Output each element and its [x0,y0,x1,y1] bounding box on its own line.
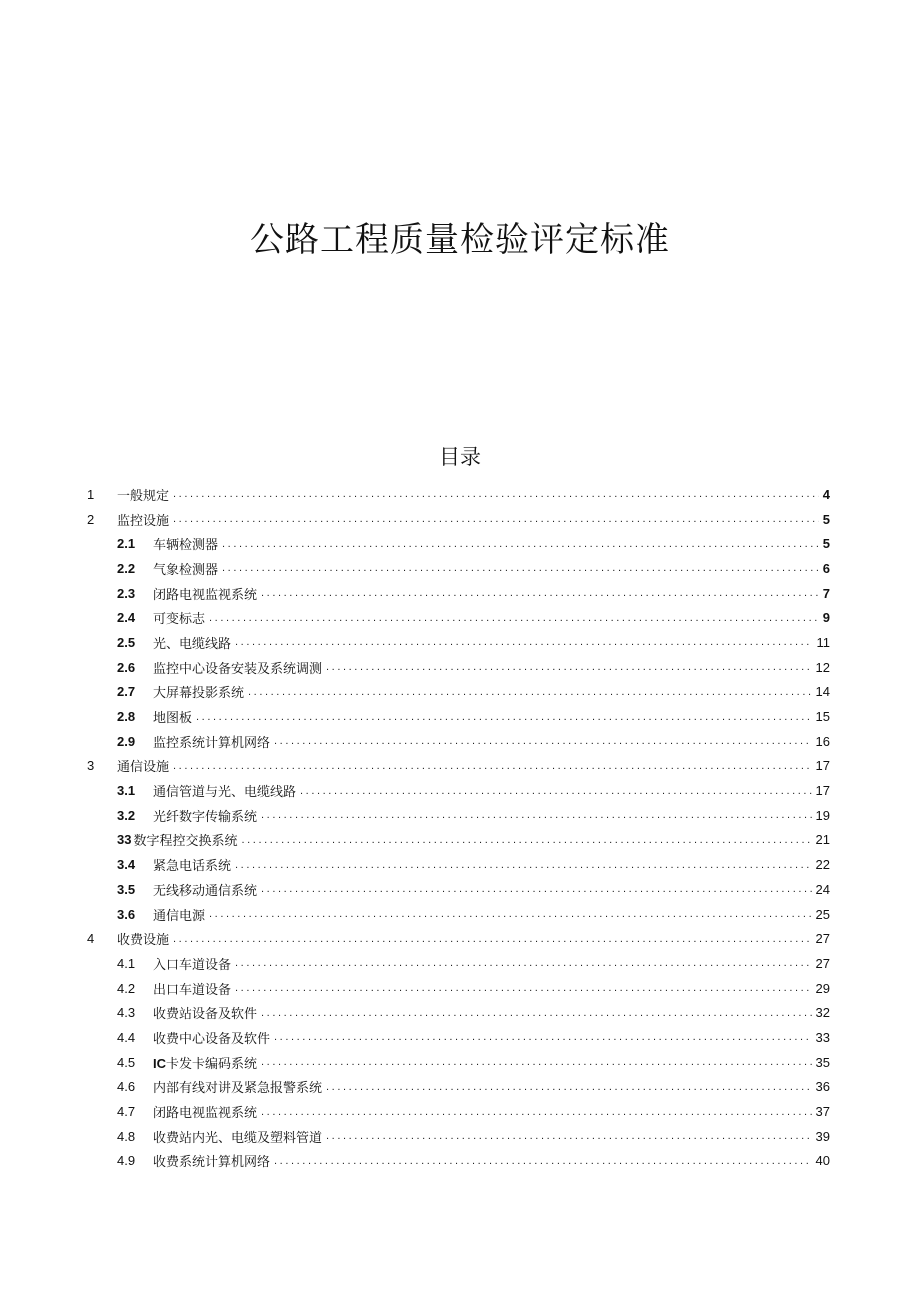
toc-entry-label: 收费站内光、电缆及塑料管道 [153,1130,323,1146]
toc-entry-page: 24 [815,881,830,897]
toc-leader [261,587,819,599]
toc-entry[interactable] [86,926,830,951]
toc-entry-number: 2 [87,511,95,527]
toc-leader [261,1056,812,1068]
toc-leader [235,957,812,969]
toc-entry-label: 通信电源 [153,908,206,924]
toc-entry-number: 2.2 [117,560,136,576]
toc-leader [326,1081,812,1093]
toc-entry-number: 2.8 [117,709,136,725]
toc-entry-page: 17 [815,758,830,774]
toc-entry-label: 通信设施 [117,760,170,776]
toc-entry-number: 2.1 [117,536,136,552]
toc-entry-label: 通信管道与光、电缆线路 [153,785,297,801]
toc-entry-page: 22 [815,857,830,873]
toc-entry-page: 19 [815,807,830,823]
toc-entry[interactable] [86,1149,830,1174]
toc-entry-number: 3.6 [117,906,136,922]
toc-entry-number: 33 [117,832,132,848]
toc-entry[interactable] [86,704,830,729]
toc-entry[interactable] [86,655,830,680]
toc-entry-page: 12 [815,659,830,675]
toc-entry-number: 4.9 [117,1153,136,1169]
toc-entry[interactable] [86,902,830,927]
toc-entry-page: 37 [815,1104,830,1120]
toc-leader [261,809,812,821]
toc-leader [274,735,812,747]
toc-entry-label: 光、电缆线路 [153,636,232,652]
toc-leader [196,711,812,723]
toc-entry-label: 收费设施 [117,933,170,949]
toc-entry-number: 3.5 [117,881,136,897]
toc-entry-page: 33 [815,1029,830,1045]
toc-entry-label: 监控中心设备安装及系统调测 [153,661,323,677]
toc-leader [326,1130,812,1142]
toc-entry-label: 监控系统计算机网络 [153,735,271,751]
toc-entry[interactable] [86,852,830,877]
toc-leader [261,1106,812,1118]
toc-leader [274,1031,812,1043]
toc-entry-number: 2.3 [117,585,136,601]
toc-entry[interactable] [86,1025,830,1050]
toc-entry[interactable] [86,754,830,779]
document-title: 公路工程质量检验评定标准 [250,220,670,260]
toc-entry-page: 27 [815,955,830,971]
toc-entry[interactable] [86,1099,830,1124]
toc-entry-page: 39 [815,1128,830,1144]
toc-entry[interactable] [86,1075,830,1100]
toc-entry-number: 2.9 [117,733,136,749]
toc-entry[interactable] [86,976,830,1001]
toc-entry[interactable] [86,828,830,853]
toc-entry[interactable] [86,556,830,581]
toc-entry-label: 监控设施 [117,513,170,529]
toc-entry-number: 4.5 [117,1054,136,1070]
toc-entry-label: 无线移动通信系统 [153,883,258,899]
toc-entry-page: 21 [815,832,830,848]
toc-leader [235,982,812,994]
toc-entry-number: 4.3 [117,1005,136,1021]
toc-entry-label: 气象检测器 [153,562,219,578]
toc-entry-label: 大屏幕投影系统 [153,686,245,702]
toc-leader [222,538,819,550]
toc-entry-page: 17 [815,783,830,799]
toc-entry-number: 3.2 [117,807,136,823]
toc-entry-number: 2.7 [117,684,136,700]
toc-leader [326,661,812,673]
toc-entry-label: 收费系统计算机网络 [153,1155,271,1171]
toc-entry-number: 1 [87,486,95,502]
toc-entry-number: 4.1 [117,955,136,971]
toc-entry-page: 27 [815,931,830,947]
toc-leader [261,1007,812,1019]
toc-entry-page: 9 [822,610,830,626]
toc-leader [300,785,812,797]
toc-entry-number: 2.4 [117,610,136,626]
toc-entry[interactable] [86,531,830,556]
toc-entry-number: 3 [87,758,95,774]
toc-entry-page: 6 [822,560,830,576]
table-of-contents [86,482,830,1173]
toc-entry-number: 4.8 [117,1128,136,1144]
toc-entry-label: 可变标志 [153,612,206,628]
toc-entry[interactable] [86,803,830,828]
toc-entry-label [153,1053,257,1072]
toc-entry-page: 40 [815,1153,830,1169]
toc-entry-label: 地图板 [153,711,193,727]
toc-entry-number: 2.6 [117,659,136,675]
toc-entry[interactable] [86,507,830,532]
toc-entry-label: 光纤数字传输系统 [153,809,258,825]
toc-leader [173,488,819,500]
toc-entry-label: 一般规定 [117,488,170,504]
toc-entry-page: 29 [815,980,830,996]
toc-entry-label: 闭路电视监视系统 [153,1106,258,1122]
toc-entry[interactable] [86,1124,830,1149]
toc-entry-label: 内部有线对讲及紧急报警系统 [153,1081,323,1097]
toc-entry[interactable] [86,951,830,976]
toc-heading: 目录 [439,445,481,469]
toc-leader [209,908,812,920]
toc-entry[interactable] [86,1000,830,1025]
toc-entry-page: 7 [822,585,830,601]
toc-entry[interactable] [86,630,830,655]
toc-entry-number: 3.1 [117,783,136,799]
toc-entry-page: 15 [815,709,830,725]
toc-entry-page: 4 [822,486,830,502]
toc-entry-page: 32 [815,1005,830,1021]
toc-entry-label: 闭路电视监视系统 [153,587,258,603]
toc-entry[interactable] [86,605,830,630]
toc-entry-number: 2.5 [117,634,136,650]
toc-entry[interactable] [86,482,830,507]
toc-leader [235,859,812,871]
toc-entry-number: 4.2 [117,980,136,996]
toc-entry-page: 5 [822,511,830,527]
toc-entry[interactable] [86,877,830,902]
toc-leader [173,933,812,945]
toc-entry-page: 11 [816,634,830,650]
toc-entry-label: 收费站设备及软件 [153,1007,258,1023]
toc-leader [222,562,819,574]
toc-entry-page: 36 [815,1079,830,1095]
toc-entry-number: 4.4 [117,1029,136,1045]
toc-leader [241,834,811,846]
toc-entry[interactable] [86,680,830,705]
toc-leader [235,636,812,648]
toc-leader [248,686,812,698]
toc-entry-label: 入口车道设备 [153,957,232,973]
toc-entry-number: 3.4 [117,857,136,873]
toc-leader [261,883,812,895]
toc-leader [274,1155,812,1167]
toc-leader [209,612,819,624]
toc-entry-label: 车辆检测器 [153,538,219,554]
toc-entry-label: 收费中心设备及软件 [153,1031,271,1047]
toc-entry[interactable] [86,1050,830,1075]
toc-entry-label-prefix: IC [153,1055,166,1071]
toc-entry-number: 4.6 [117,1079,136,1095]
toc-entry-page: 25 [815,906,830,922]
toc-leader [173,760,812,772]
toc-entry-label: 出口车道设备 [153,982,232,998]
toc-entry-label: 数字程控交换系统 [133,834,238,850]
toc-entry-label: 紧急电话系统 [153,859,232,875]
toc-entry-number: 4 [87,931,95,947]
toc-entry[interactable] [86,729,830,754]
toc-entry[interactable] [86,581,830,606]
toc-entry-page: 16 [815,733,830,749]
toc-entry-number: 4.7 [117,1104,136,1120]
toc-leader [173,513,819,525]
toc-entry-page: 14 [815,684,830,700]
toc-entry-page: 35 [815,1054,830,1070]
toc-entry-page: 5 [822,536,830,552]
toc-entry-label-text: 卡发卡编码系统 [166,1056,258,1072]
toc-entry[interactable] [86,778,830,803]
